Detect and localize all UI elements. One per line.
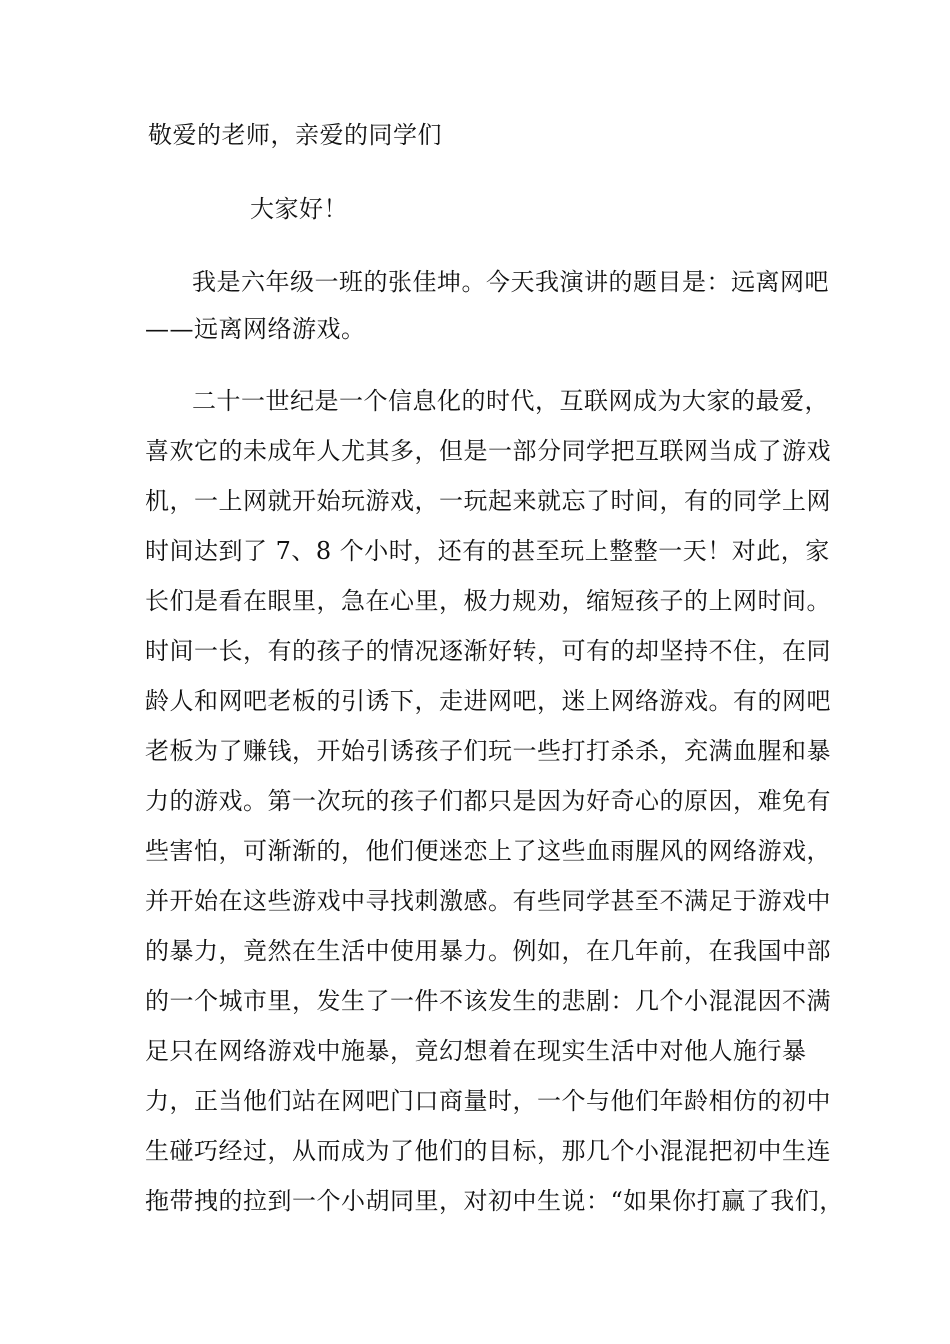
body-line: 时间达到了 7、8 个小时，还有的甚至玩上整整一天！对此，家 xyxy=(145,537,830,565)
body-line: 老板为了赚钱，开始引诱孩子们玩一些打打杀杀，充满血腥和暴 xyxy=(145,737,831,765)
intro-line: 我是六年级一班的张佳坤。今天我演讲的题目是：远离网吧 xyxy=(192,268,829,296)
body-line: 的暴力，竟然在生活中使用暴力。例如，在几年前，在我国中部 xyxy=(145,937,831,965)
body-line: 长们是看在眼里，急在心里，极力规劝，缩短孩子的上网时间。 xyxy=(145,587,831,615)
body-line: 时间一长，有的孩子的情况逐渐好转，可有的却坚持不住，在同 xyxy=(145,637,831,665)
body-line: 的一个城市里，发生了一件不该发生的悲剧：几个小混混因不满 xyxy=(145,987,831,1015)
body-line: 二十一世纪是一个信息化的时代，互联网成为大家的最爱， xyxy=(192,387,829,415)
body-line: 力，正当他们站在网吧门口商量时，一个与他们年龄相仿的初中 xyxy=(145,1087,831,1115)
intro-line: ——远离网络游戏。 xyxy=(145,315,366,343)
body-line: 并开始在这些游戏中寻找刺激感。有些同学甚至不满足于游戏中 xyxy=(145,887,831,915)
body-line: 足只在网络游戏中施暴，竟幻想着在现实生活中对他人施行暴 xyxy=(145,1037,807,1065)
body-line: 喜欢它的未成年人尤其多，但是一部分同学把互联网当成了游戏 xyxy=(145,437,831,465)
salutation: 敬爱的老师，亲爱的同学们 xyxy=(148,121,442,149)
body-line: 机，一上网就开始玩游戏，一玩起来就忘了时间，有的同学上网 xyxy=(145,487,831,515)
body-line: 龄人和网吧老板的引诱下，走进网吧，迷上网络游戏。有的网吧 xyxy=(145,687,831,715)
body-line: 力的游戏。第一次玩的孩子们都只是因为好奇心的原因，难免有 xyxy=(145,787,831,815)
body-line: 些害怕，可渐渐的，他们便迷恋上了这些血雨腥风的网络游戏， xyxy=(145,837,831,865)
greeting-hello: 大家好！ xyxy=(250,195,348,223)
body-line: 拖带拽的拉到一个小胡同里，对初中生说：“如果你打赢了我们， xyxy=(145,1187,844,1215)
body-line: 生碰巧经过，从而成为了他们的目标，那几个小混混把初中生连 xyxy=(145,1137,831,1165)
